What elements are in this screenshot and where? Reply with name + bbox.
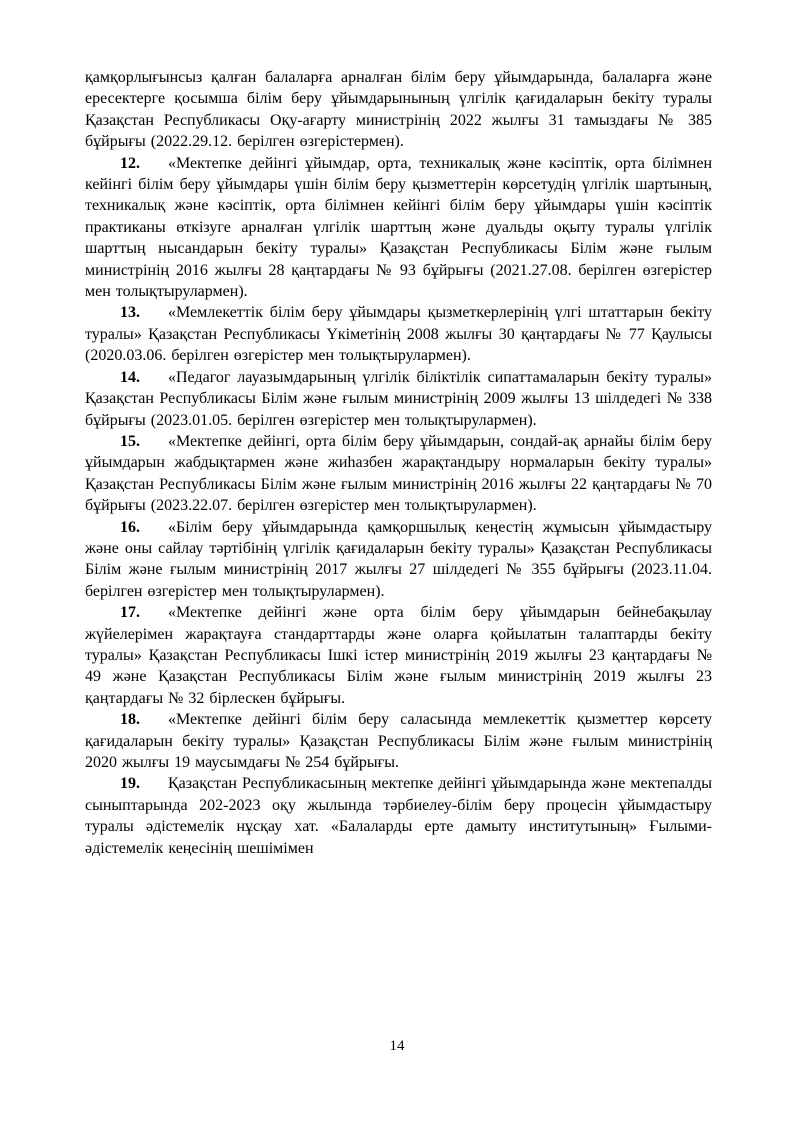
list-number: 16. [120, 518, 140, 536]
paragraph-text: «Білім беру ұйымдарында қамқоршылық кеңестің жұмысын ұйымдастыру және оны сайлау тәртібінің үлгілік қағидаларын бекіту туралы» Қазақстан Республикасы Білім және ғылым министрінің 2017 жылғы 27 шілдедегі № 355 бұйрығы (2023.11.04. берілген өзгерістер мен толықтырулармен). [85, 518, 712, 600]
paragraph-text: Қазақстан Республикасының мектепке дейінгі ұйымдарында және мектепалды сыныптарында 202-2023 оқу жылында тәрбиелеу-білім беру процесін ұйымдастыру туралы әдістемелік нұсқау хат. «Балаларды ерте дамыту институтының» Ғылыми-әдістемелік кеңесінің шешімімен [85, 775, 712, 857]
page-number: 14 [389, 1038, 405, 1054]
list-number: 15. [120, 432, 140, 450]
list-number: 13. [120, 304, 140, 322]
paragraph-text: «Мектепке дейінгі ұйымдар, орта, техникалық және кәсіптік, орта білімнен кейінгі білім беру ұйымдары үшін білім беру қызметтерін көрсетудің үлгілік шартының, техникалық және кәсіптік, орта білімнен кейінгі білім беру ұйымдары үшін кәсіптік практиканы өткізуге арналған үлгілік шарттың және дуальды оқыту туралы үлгілік шарттың нысандарын бекіту туралы» Қазақстан Республикасы Білім және ғылым министрінің 2016 жылғы 28 қаңтардағы № 93 бұйрығы (2021.27.08. берілген өзгерістер мен толықтырулармен). [85, 154, 712, 301]
list-number: 17. [120, 604, 140, 622]
paragraph-item-17 [85, 602, 712, 709]
list-number: 18. [120, 711, 140, 729]
list-number: 14. [120, 368, 140, 386]
paragraph-text: «Педагог лауазымдарының үлгілік біліктілік сипаттамаларын бекіту туралы» Қазақстан Республикасы Білім және ғылым министрінің 2009 жылғы 13 шілдедегі № 338 бұйрығы (2023.01.05. берілген өзгерістер мен толықтырулармен). [85, 368, 712, 429]
paragraph-item-12 [85, 153, 712, 303]
paragraph-item-16 [85, 517, 712, 603]
paragraph-text: «Мектепке дейінгі білім беру саласында мемлекеттік қызметтер көрсету қағидаларын бекіту туралы» Қазақстан Республикасы Білім және ғылым министрінің 2020 жылғы 19 маусымдағы № 254 бұйрығы. [85, 711, 712, 771]
paragraph-text: қамқорлығынсыз қалған балаларға арналған білім беру ұйымдарында, балаларға және ересектерге қосымша білім беру ұйымдарынының үлгілік қағидаларын бекіту туралы Қазақстан Республикасы Оқу-ағарту министрінің 2022 жылғы 31 тамыздағы № 385 бұйрығы (2022.29.12. берілген өзгерістермен). [85, 69, 712, 151]
paragraph-item-15 [85, 431, 712, 517]
paragraph-item-14 [85, 367, 712, 431]
paragraph-item-13 [85, 302, 712, 366]
list-number: 12. [120, 154, 140, 172]
paragraph-item-18 [85, 709, 712, 773]
paragraph-continuation [85, 67, 712, 153]
paragraph-text: «Мемлекеттік білім беру ұйымдары қызметкерлерінің үлгі штаттарын бекіту туралы» Қазақстан Республикасы Үкіметінің 2008 жылғы 30 қаңтардағы № 77 Қаулысы (2020.03.06. берілген өзгерістер мен толықтырулармен). [85, 304, 712, 365]
paragraph-text: «Мектепке дейінгі және орта білім беру ұйымдарын бейнебақылау жүйелерімен жарақтауға стандарттарды және оларға қойылатын талаптарды бекіту туралы» Қазақстан Республикасы Ішкі істер министрінің 2019 жылғы 23 қаңтардағы № 49 және Қазақстан Республикасы Білім және ғылым министрінің 2019 жылғы 23 қаңтардағы № 32 бірлескен бұйрығы. [85, 604, 712, 707]
paragraph-text: «Мектепке дейінгі, орта білім беру ұйымдарын, сондай-ақ арнайы білім беру ұйымдарын жабдықтармен және жиһазбен жарақтандыру нормаларын бекіту туралы» Қазақстан Республикасы Білім және ғылым министрінің 2016 жылғы 22 қаңтардағы № 70 бұйрығы (2023.22.07. берілген өзгерістер мен толықтырулармен). [85, 432, 712, 515]
document-body [85, 67, 712, 859]
paragraph-item-19 [85, 773, 712, 859]
list-number: 19. [120, 775, 140, 793]
